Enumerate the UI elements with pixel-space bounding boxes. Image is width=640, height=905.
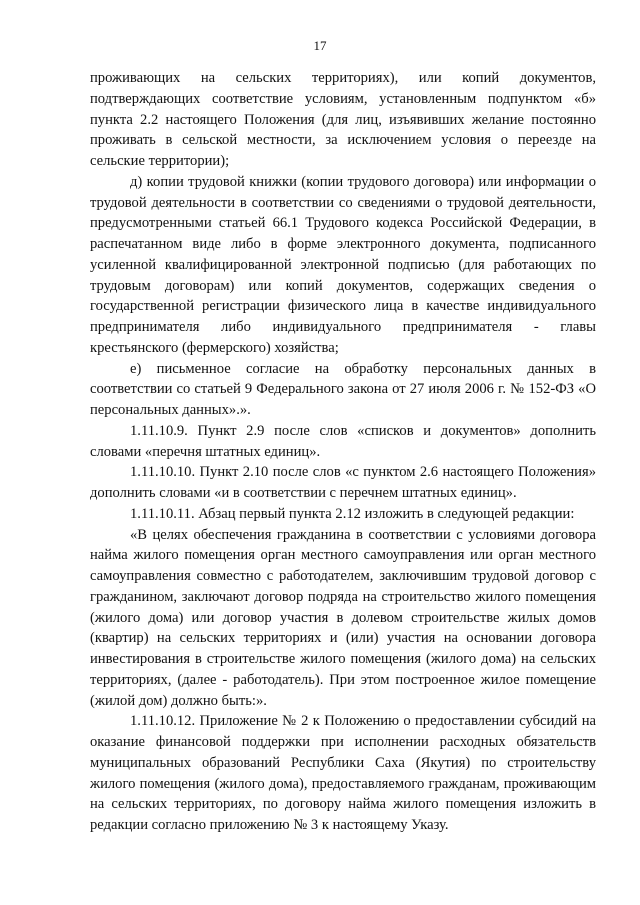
document-body xyxy=(90,68,596,836)
paragraph-item-d: д) копии трудовой книжки (копии трудового договора) или информации о трудовой деятельности в соответствии со сведениями о трудовой деятельности, предусмотренными статьей 66.1 Трудового кодекса Российской Федерации, в распечатанном виде либо в форме электронного документа, подписанного усиленной квалифицированной электронной подписью (для работающих по трудовым договорам) или копий документов, содержащих сведения о государственной регистрации физического лица в качестве индивидуального предпринимателя либо индивидуального предпринимателя - главы крестьянского (фермерского) хозяйства; xyxy=(90,173,596,356)
paragraph-continuation: проживающих на сельских территориях), или копий документов, подтверждающих соответствие условиям, установленным подпунктом «б» пункта 2.2 настоящего Положения (для лиц, изъявивших желание постоянно проживать в сельской местности, за исключением условия о переезде на сельские территории); xyxy=(90,70,596,169)
page-number: 17 xyxy=(313,38,327,53)
paragraph-1-11-10-10: 1.11.10.10. Пункт 2.10 после слов «с пунктом 2.6 настоящего Положения» дополнить словами «и в соответствии с перечнем штатных единиц». xyxy=(90,464,596,501)
paragraph-1-11-10-11: 1.11.10.11. Абзац первый пункта 2.12 изложить в следующей редакции: xyxy=(130,505,575,522)
paragraph-item-e: е) письменное согласие на обработку персональных данных в соответствии со статьей 9 Федерального закона от 27 июля 2006 г. № 152-ФЗ «О персональных данных».». xyxy=(90,360,596,418)
paragraph-quoted-text: «В целях обеспечения гражданина в соответствии с условиями договора найма жилого помещения орган местного самоуправления или орган местного самоуправления совместно с работодателем, заключившим трудовой договор с гражданином, заключают договор подряда на строительство жилого помещения (жилого дома) или договор участия в долевом строительстве жилых домов (квартир) на сельских территориях и (или) участия на основании договора инвестирования в строительстве жилого помещения (жилого дома) на сельских территориях, (далее - работодатель). При этом построенное жилое помещение (жилой дом) должно быть:». xyxy=(90,526,596,709)
paragraph-1-11-10-9: 1.11.10.9. Пункт 2.9 после слов «списков и документов» дополнить словами «перечня штатных единиц». xyxy=(90,422,596,460)
paragraph-1-11-10-12: 1.11.10.12. Приложение № 2 к Положению о предоставлении субсидий на оказание финансовой поддержки при исполнении расходных обязательств муниципальных образований Республики Саха (Якутия) по строительству жилого помещения (жилого дома), предоставляемого гражданам, проживающим на сельских территориях, по договору найма жилого помещения изложить в редакции согласно приложению № 3 к настоящему Указу. xyxy=(90,713,596,833)
